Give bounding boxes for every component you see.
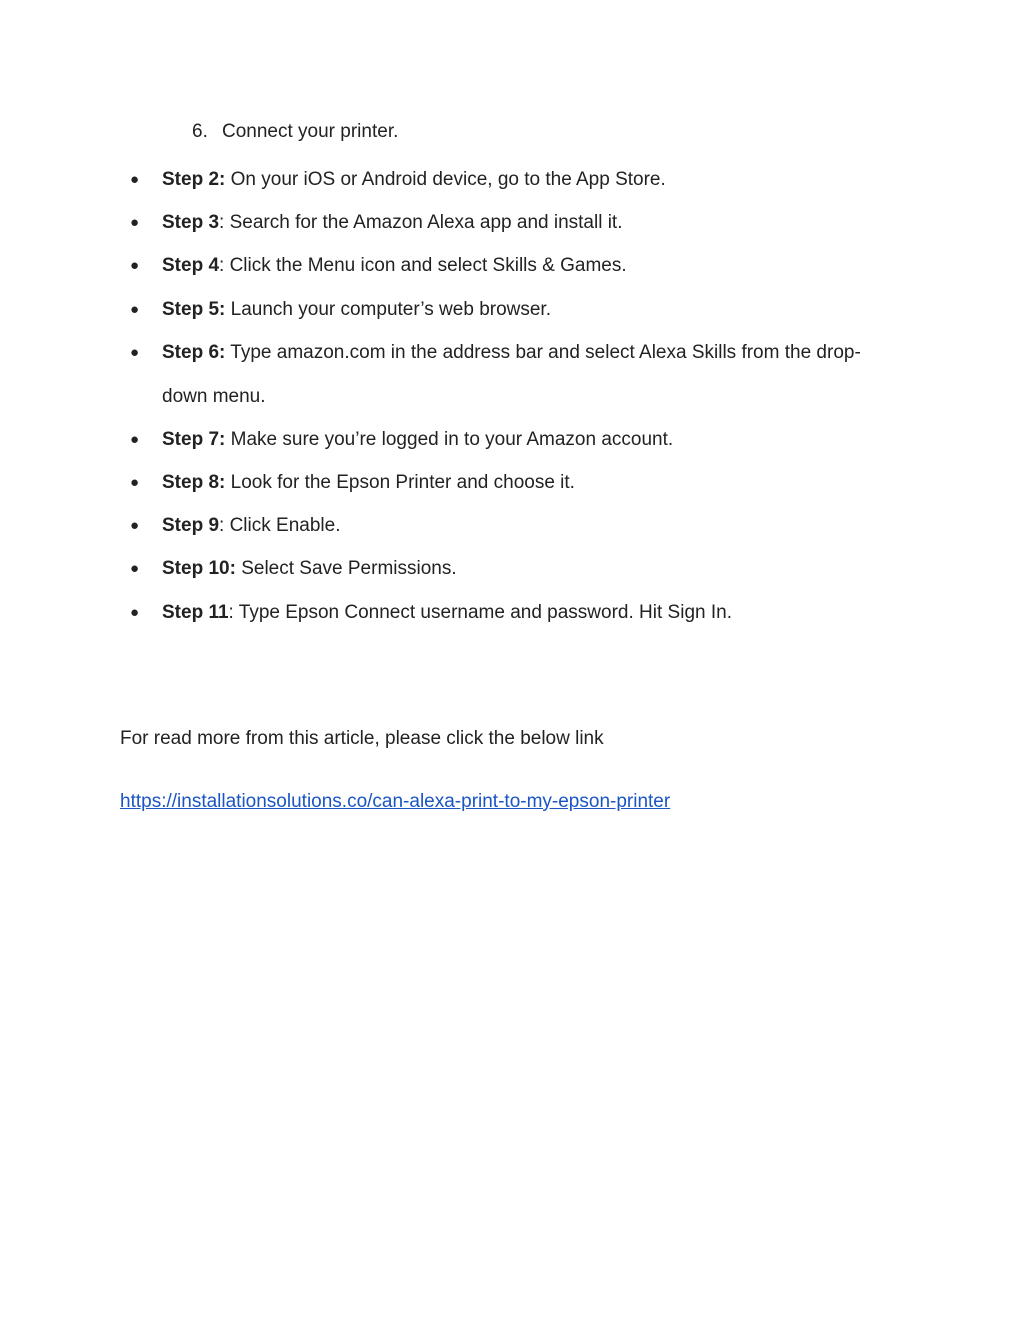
step-text: Make sure you’re logged in to your Amazon account. [225, 429, 674, 450]
step-text: Launch your computer’s web browser. [225, 299, 551, 320]
step-text: Type amazon.com in the address bar and select Alexa Skills from the drop-down menu. [162, 342, 861, 407]
step-label: Step 8: [162, 472, 226, 493]
step-text: : Click the Menu icon and select Skills & Games. [219, 255, 627, 276]
step-text: : Click Enable. [219, 515, 341, 536]
step-label: Step 10: [162, 558, 236, 579]
bullet-icon: ● [130, 301, 140, 318]
step-label: Step 9 [162, 515, 220, 536]
bullet-icon: ● [130, 257, 140, 274]
bullet-icon: ● [130, 431, 140, 448]
bullet-icon: ● [130, 344, 140, 361]
step-text: On your iOS or Android device, go to the App Store. [225, 169, 666, 190]
step-text: : Type Epson Connect username and password. Hit Sign In. [228, 602, 732, 623]
bullet-icon: ● [130, 214, 140, 231]
article-link[interactable]: https://installationsolutions.co/can-alexa-print-to-my-epson-printer [120, 791, 671, 812]
numbered-list-item [192, 120, 398, 144]
step-text: Select Save Permissions. [235, 558, 457, 579]
bullet-icon: ● [130, 517, 140, 534]
step-label: Step 4 [162, 255, 220, 276]
step-label: Step 2: [162, 169, 226, 190]
bullet-icon: ● [130, 474, 140, 491]
step-label: Step 7: [162, 429, 226, 450]
step-text: : Search for the Amazon Alexa app and install it. [219, 212, 623, 233]
step-text: Look for the Epson Printer and choose it. [225, 472, 575, 493]
step-label: Step 3 [162, 212, 220, 233]
step-label: Step 5: [162, 299, 226, 320]
bullet-icon: ● [130, 560, 140, 577]
bullet-icon: ● [130, 171, 140, 188]
list-item-text: Connect your printer. [222, 121, 399, 142]
step-label: Step 11 [162, 602, 229, 623]
bullet-icon: ● [130, 604, 140, 621]
step-label: Step 6: [162, 342, 226, 363]
list-number: 6. [192, 121, 208, 142]
read-more-text: For read more from this article, please click the below link [120, 728, 604, 749]
